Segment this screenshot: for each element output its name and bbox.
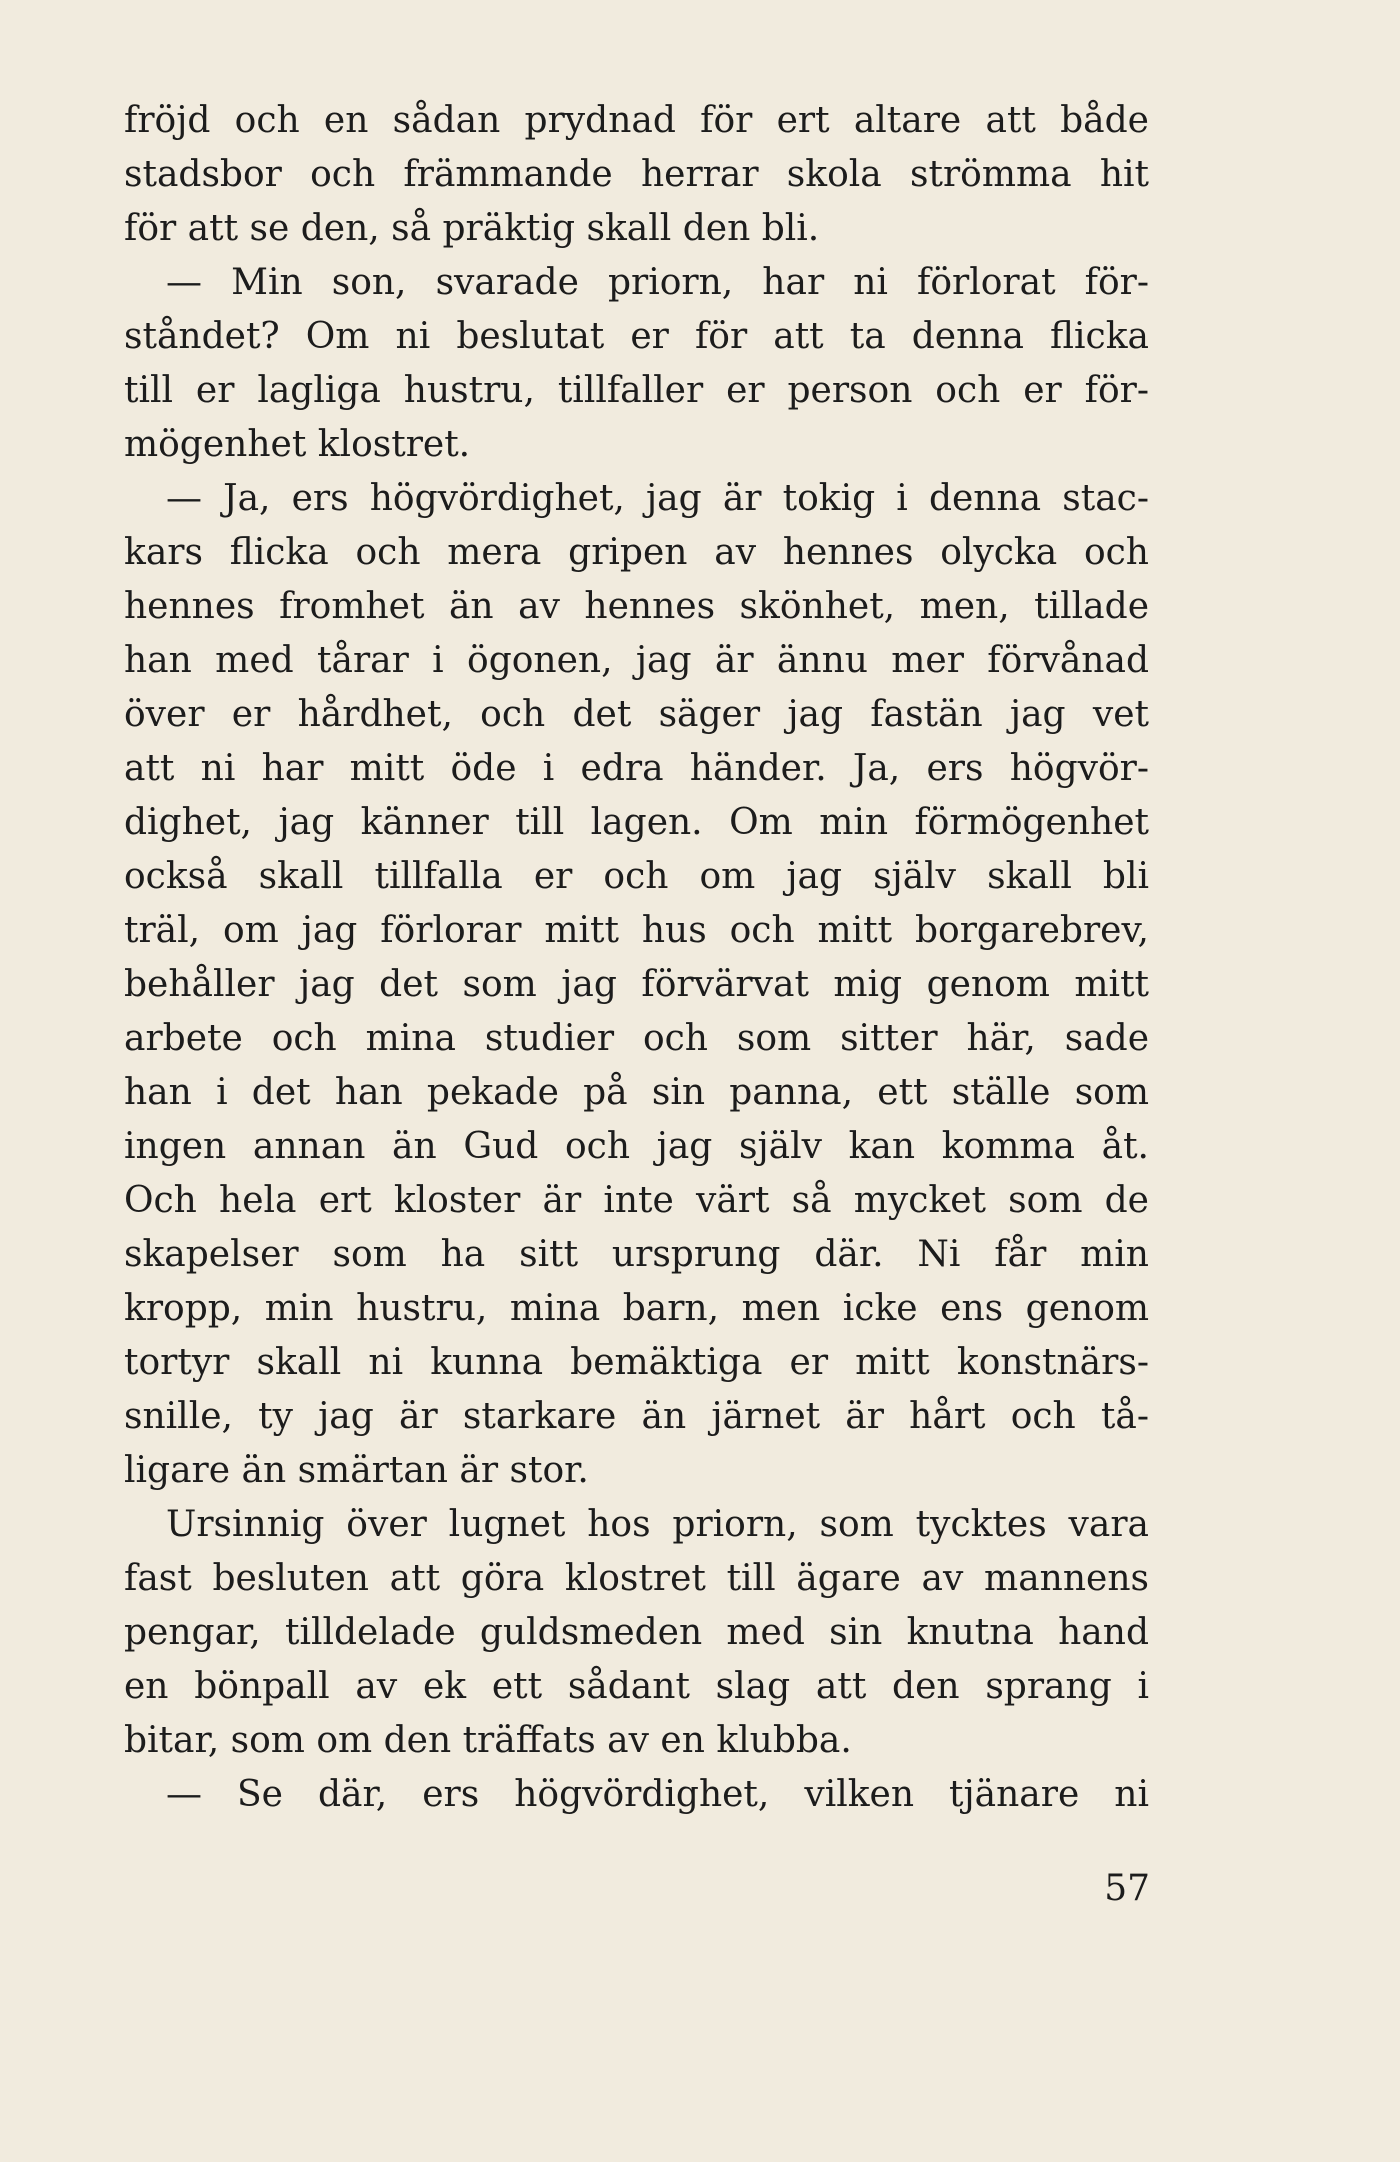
text-line: en bönpall av ek ett sådant slag att den sprang i [124, 1666, 1149, 1707]
text-line: snille, ty jag är starkare än järnet är hårt och tå- [124, 1396, 1149, 1437]
text-line: — Ja, ers högvördighet, jag är tokig i denna stac- [166, 478, 1149, 519]
text-line: — Se där, ers högvördighet, vilken tjänare ni [166, 1774, 1149, 1815]
text-line: skapelser som ha sitt ursprung där. Ni får min [124, 1234, 1149, 1275]
text-line: ingen annan än Gud och jag själv kan komma åt. [124, 1126, 1149, 1167]
text-line: hennes fromhet än av hennes skönhet, men, tillade [124, 586, 1149, 627]
text-line: — Min son, svarade priorn, har ni förlorat för- [166, 262, 1149, 303]
text-line: han i det han pekade på sin panna, ett ställe som [124, 1072, 1149, 1113]
text-line: mögenhet klostret. [124, 424, 471, 465]
text-line: bitar, som om den träffats av en klubba. [124, 1720, 852, 1761]
text-line: dighet, jag känner till lagen. Om min förmögenhet [124, 802, 1149, 843]
text-line: stadsbor och främmande herrar skola strömma hit [124, 154, 1149, 195]
text-line: tortyr skall ni kunna bemäktiga er mitt konstnärs- [124, 1342, 1149, 1383]
text-line: fröjd och en sådan prydnad för ert altare att både [124, 100, 1149, 141]
body-text [124, 94, 1149, 1822]
text-line: Ursinnig över lugnet hos priorn, som tycktes vara [166, 1504, 1149, 1545]
text-line: behåller jag det som jag förvärvat mig genom mitt [124, 964, 1149, 1005]
text-line: pengar, tilldelade guldsmeden med sin knutna hand [124, 1612, 1149, 1653]
text-line: kars flicka och mera gripen av hennes olycka och [124, 532, 1149, 573]
text-line: arbete och mina studier och som sitter här, sade [124, 1018, 1149, 1059]
text-line: för att se den, så präktig skall den bli. [124, 208, 820, 249]
text-line: kropp, min hustru, mina barn, men icke ens genom [124, 1288, 1149, 1329]
text-line: över er hårdhet, och det säger jag fastän jag vet [124, 694, 1149, 735]
text-line: ståndet? Om ni beslutat er för att ta denna flicka [124, 316, 1149, 357]
text-line: han med tårar i ögonen, jag är ännu mer förvånad [124, 640, 1149, 681]
text-line: till er lagliga hustru, tillfaller er person och er för- [124, 370, 1149, 411]
page-number: 57 [1104, 1868, 1150, 1909]
text-line: också skall tillfalla er och om jag själv skall bli [124, 856, 1149, 897]
text-line: Och hela ert kloster är inte värt så mycket som de [124, 1180, 1149, 1221]
text-line: fast besluten att göra klostret till ägare av mannens [124, 1558, 1149, 1599]
text-line: att ni har mitt öde i edra händer. Ja, ers högvör- [124, 748, 1149, 789]
text-line: ligare än smärtan är stor. [124, 1450, 589, 1491]
text-line: träl, om jag förlorar mitt hus och mitt borgarebrev, [124, 910, 1149, 951]
